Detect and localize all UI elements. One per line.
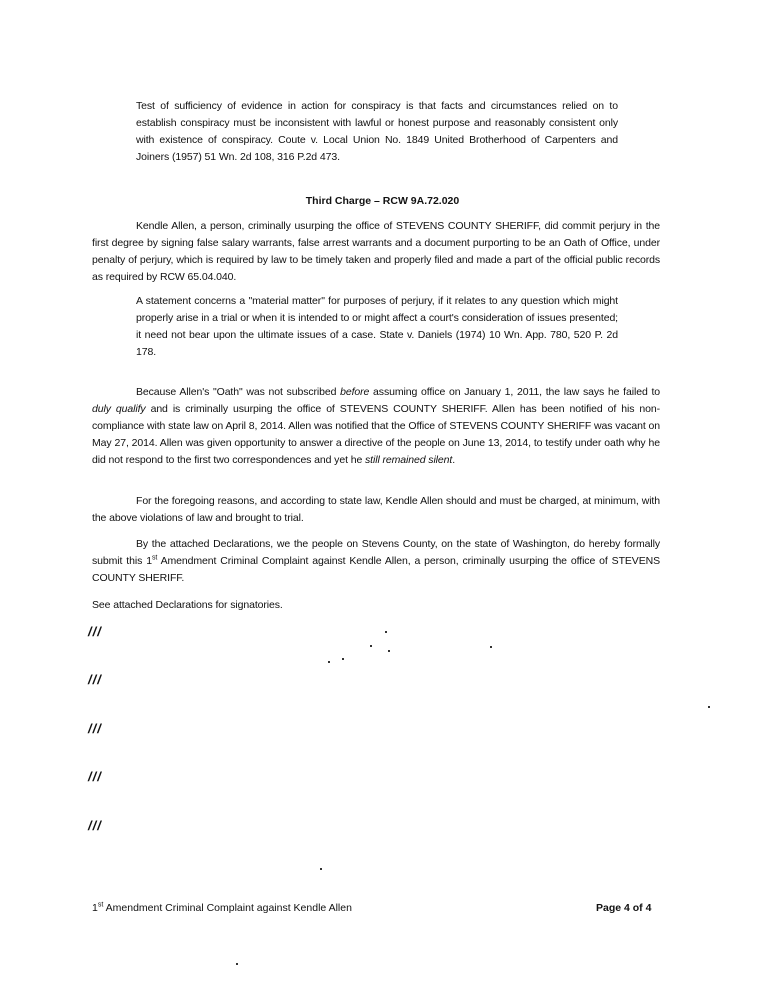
scan-speck <box>342 658 344 660</box>
reasons-paragraph: For the foregoing reasons, and according to state law, Kendle Allen should and must be charged, at minimum, with the above violations of law and brought to trial. <box>92 495 660 524</box>
oath-silent-emphasis: still remained silent <box>365 454 453 466</box>
slash-mark: /// <box>88 721 102 736</box>
oath-duly-qualify-emphasis: duly qualify <box>92 403 146 415</box>
scan-speck <box>370 645 372 647</box>
scan-speck <box>385 631 387 633</box>
declarations-ordinal-suffix: st <box>151 554 158 562</box>
oath-paragraph <box>92 384 660 469</box>
scan-speck <box>708 706 710 708</box>
slash-mark: /// <box>88 672 102 687</box>
oath-text-4: . <box>452 454 456 466</box>
slash-mark: /// <box>88 624 102 639</box>
charge-paragraph: Kendle Allen, a person, criminally usurping the office of STEVENS COUNTY SHERIFF, did commit perjury in the first degree by signing false salary warrants, false arrest warrants and a document purporting to be an Oath of Office, under penalty of perjury, which is required by law to be timely taken and properly filed and made a part of the official public records as required by RCW 65.04.040. <box>92 220 660 283</box>
footer-ordinal-suffix: st <box>97 901 104 909</box>
scan-speck <box>490 646 492 648</box>
scan-speck <box>320 868 322 870</box>
declarations-text-2: Amendment Criminal Complaint against Kendle Allen, a person, criminally usurping the office of STEVENS COUNTY SHERIFF. <box>92 555 660 584</box>
slash-mark: /// <box>88 769 102 784</box>
conspiracy-citation-paragraph: Test of sufficiency of evidence in action for conspiracy is that facts and circumstances relied on to establish conspiracy must be inconsistent with lawful or honest purpose and reasonably consistent only with existence of conspiracy. Coute v. Local Union No. 1849 United Brotherhood of Carpenters and Joiners (1957) 51 Wn. 2d 108, 316 P.2d 473. <box>136 100 618 163</box>
oath-text-3: and is criminally usurping the office of STEVENS COUNTY SHERIFF. Allen has been notified of his non-compliance with state law on April 8, 2014. Allen was notified that the Office of STEVENS COUNTY SHERIFF was vacant on May 27, 2014. Allen was given opportunity to answer a directive of the people on June 13, 2014, to testify under oath why he did not respond to the first two correspondences and yet he <box>92 403 660 466</box>
scan-speck <box>388 650 390 652</box>
oath-text-2: assuming office on January 1, 2011, the law says he failed to <box>369 386 660 398</box>
page-number: Page 4 of 4 <box>596 902 652 914</box>
oath-before-emphasis: before <box>340 386 370 398</box>
scan-speck <box>236 963 238 965</box>
footer-title-text: Amendment Criminal Complaint against Kendle Allen <box>103 902 352 914</box>
footer-title <box>92 902 352 914</box>
declarations-text-1: By the attached Declarations, we the people on Stevens County, on the state of Washington, do hereby formally submit this 1 <box>92 538 660 567</box>
material-matter-citation-paragraph: A statement concerns a "material matter" for purposes of perjury, if it relates to any question which might properly arise in a trial or when it is intended to or might affect a court's consideration of issues presented; it need not bear upon the ultimate issues of a case. State v. Daniels (1974) 10 Wn. App. 780, 520 P. 2d 178. <box>136 295 618 358</box>
third-charge-heading: Third Charge – RCW 9A.72.020 <box>305 195 460 207</box>
declarations-paragraph <box>92 536 660 587</box>
see-attached-line: See attached Declarations for signatories. <box>92 599 283 611</box>
scan-speck <box>328 661 330 663</box>
slash-mark: /// <box>88 818 102 833</box>
oath-text-1: Because Allen's "Oath" was not subscribed <box>136 386 341 398</box>
footer-ordinal: 1 <box>92 902 98 914</box>
